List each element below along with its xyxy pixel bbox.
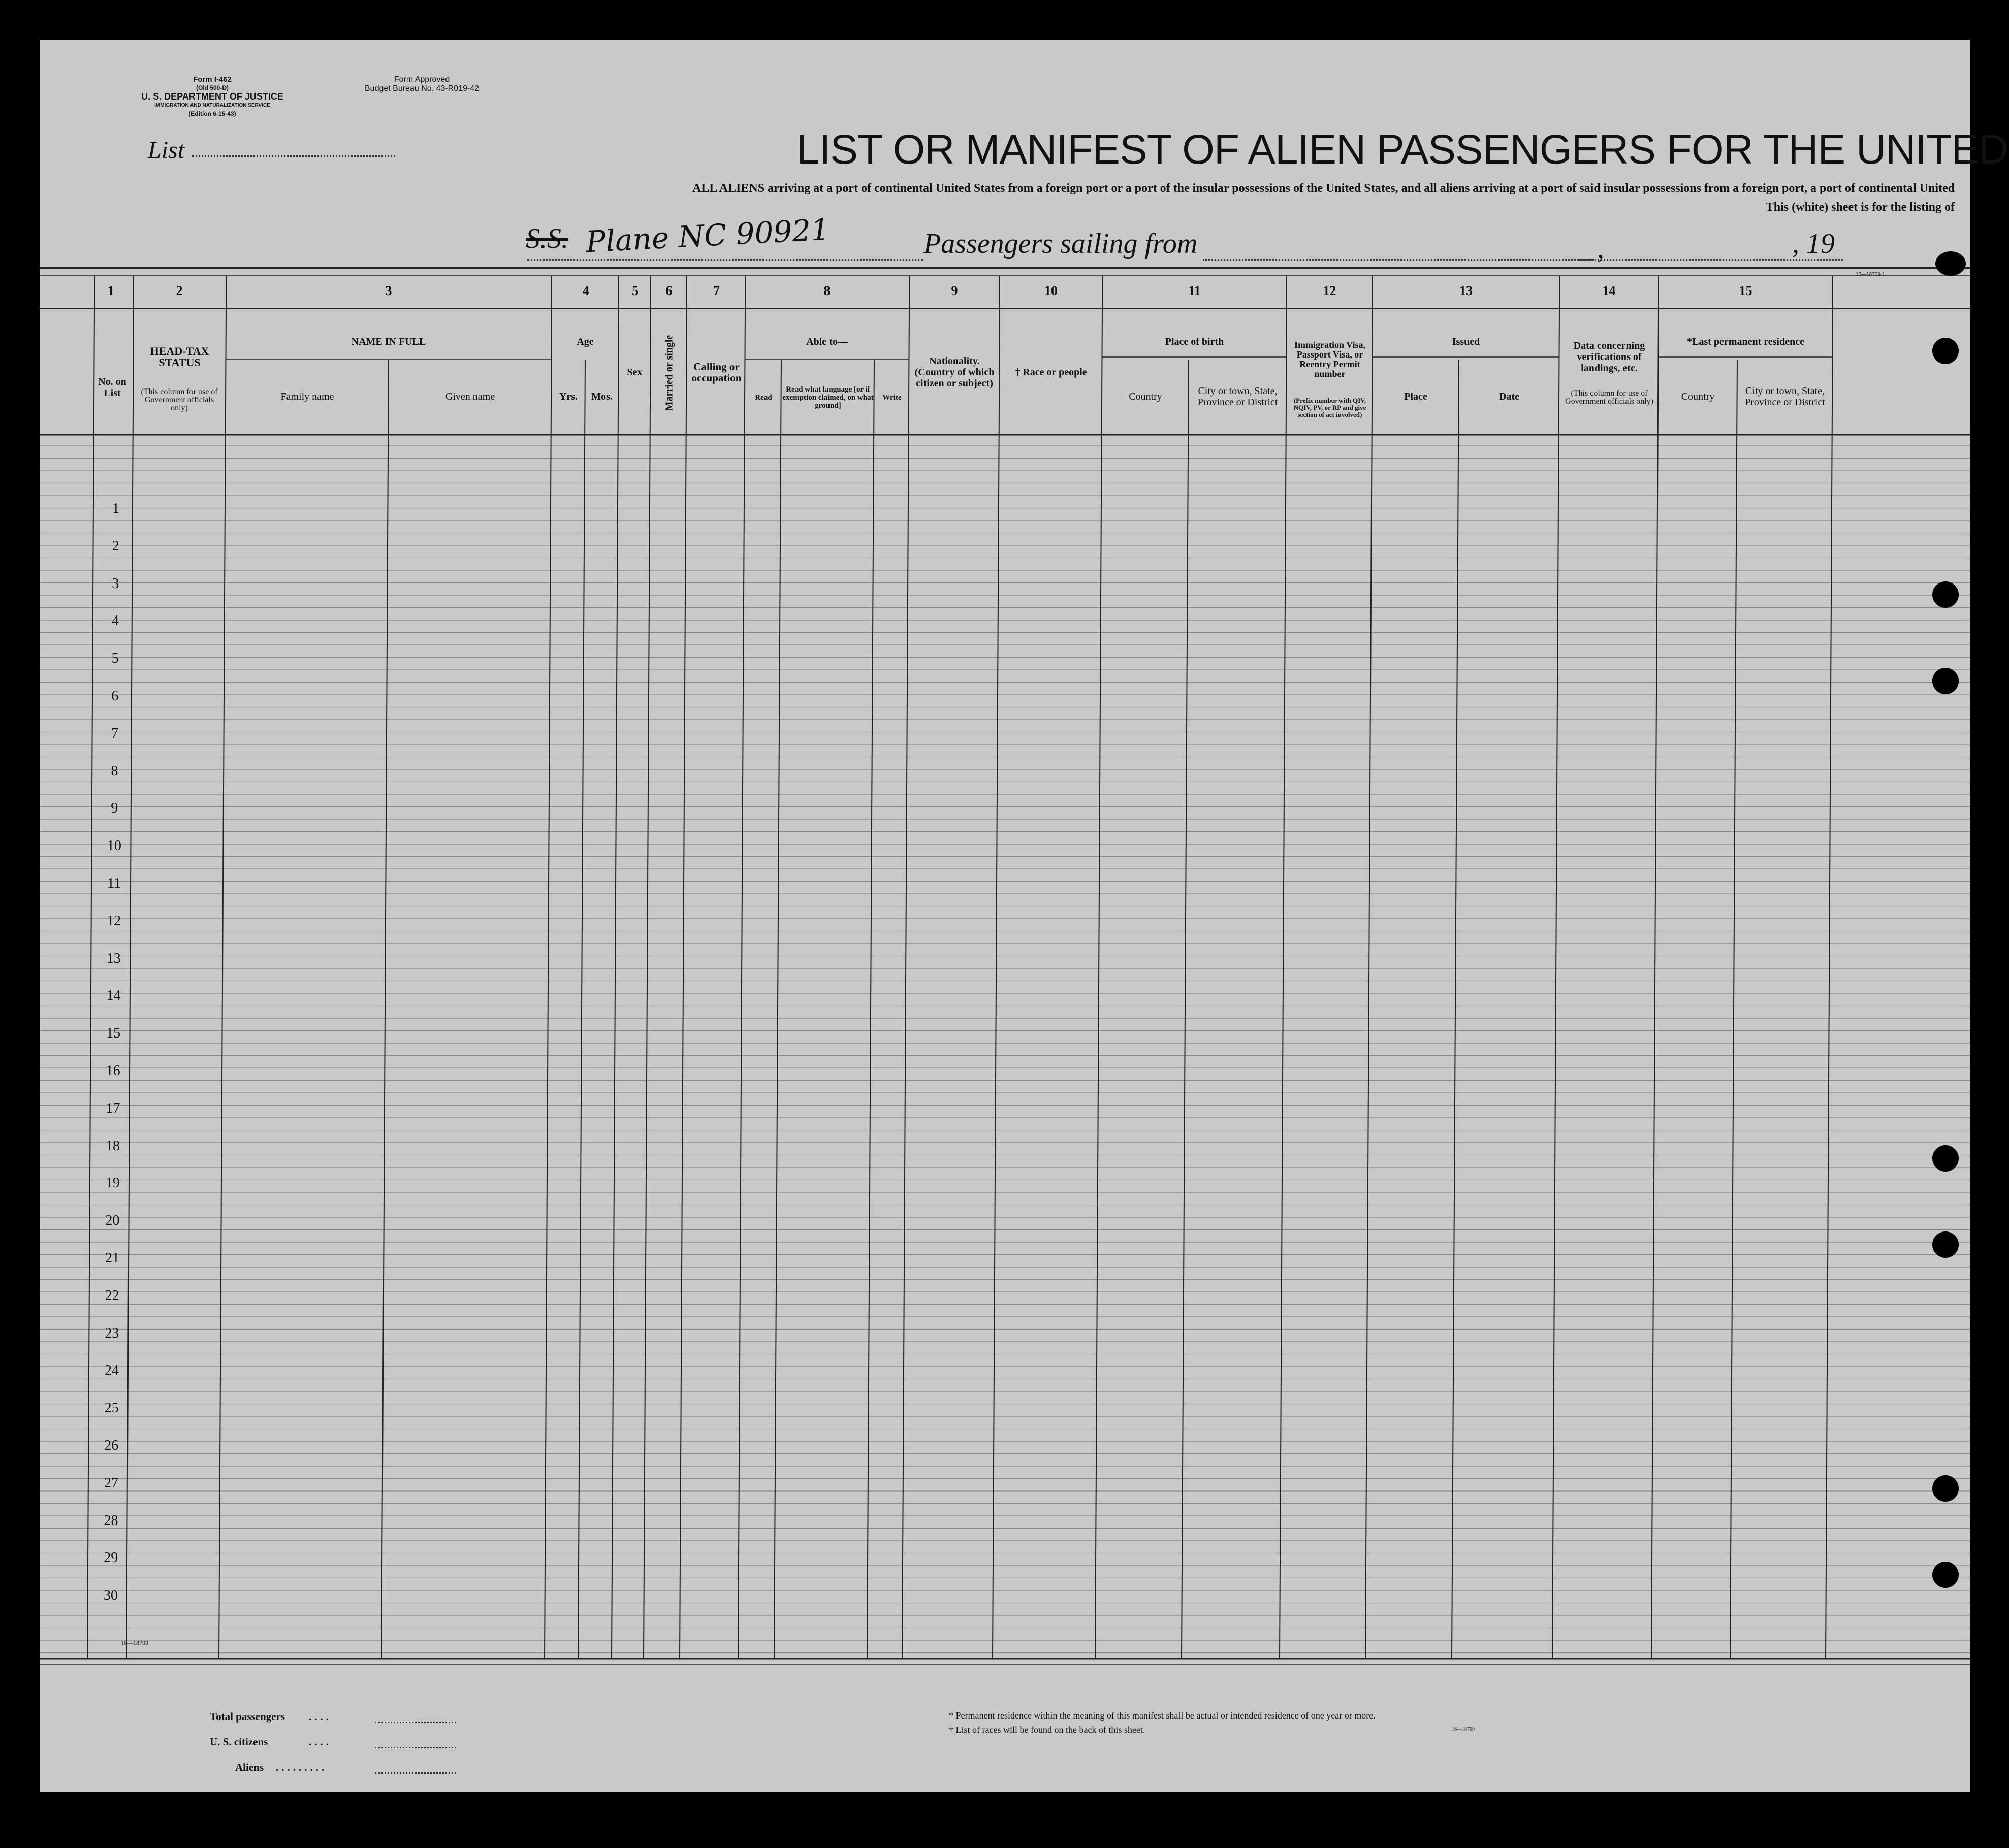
header-given-name: Given name	[445, 391, 495, 402]
column-rule	[87, 309, 94, 1659]
row-number: 3	[112, 575, 119, 592]
row-number: 30	[103, 1587, 118, 1604]
row-number: 25	[104, 1400, 119, 1416]
year-label: , 19	[1792, 228, 1835, 260]
header-issued-place: Place	[1404, 391, 1427, 402]
header-age: Age	[577, 336, 594, 347]
header-age-yrs: Yrs.	[559, 391, 578, 402]
header-age-mos: Mos.	[591, 391, 613, 402]
header-place-of-birth: Place of birth	[1165, 336, 1224, 347]
header-read-language: Read what language [or if exemption claimed, on what ground]	[782, 385, 874, 410]
colnum-1: 1	[107, 283, 114, 298]
row-number: 1	[112, 501, 119, 516]
row-number: 20	[105, 1213, 120, 1229]
row-number: 10	[107, 838, 121, 854]
colnum-5: 5	[632, 283, 639, 298]
punch-hole	[1932, 1475, 1959, 1502]
punch-hole	[1932, 1562, 1959, 1588]
subtitle-line-2: This (white) sheet is for the listing of	[1765, 201, 1955, 214]
row-number: 28	[104, 1512, 118, 1529]
header-calling-occupation: Calling or occupation	[691, 361, 742, 384]
form-old-number: (Old 500-D)	[196, 84, 229, 91]
row-number: 8	[111, 763, 118, 779]
header-nationality: Nationality. (Country of which citizen or subject)	[914, 355, 995, 389]
column-rule	[1365, 309, 1373, 1659]
row-number: 6	[111, 688, 119, 704]
column-rule	[545, 309, 552, 1659]
punch-hole	[1932, 668, 1959, 694]
row-number: 21	[105, 1250, 119, 1266]
aliens-label: Aliens	[235, 1761, 264, 1773]
header-residence-city: City or town, State, Province or District	[1745, 385, 1825, 408]
punch-hole	[1935, 251, 1966, 276]
page-title: LIST OR MANIFEST OF ALIEN PASSENGERS FOR THE UNITED	[796, 126, 2008, 173]
aliens-field[interactable]	[375, 1772, 456, 1774]
column-rule	[993, 309, 1000, 1659]
header-head-tax-status: HEAD-TAX STATUS	[150, 345, 209, 369]
form-approved-label: Form Approved	[394, 75, 450, 84]
budget-bureau-number: Budget Bureau No. 43-R019-42	[365, 84, 480, 93]
row-number: 14	[106, 988, 121, 1004]
header-head-tax-note: (This column for use of Government officials only)	[141, 387, 218, 412]
department-name: U. S. DEPARTMENT OF JUSTICE	[141, 91, 283, 102]
race-list-note: † List of races will be found on the back of this sheet.	[949, 1725, 1145, 1735]
colnum-12: 12	[1323, 283, 1336, 298]
row-number: 23	[105, 1325, 119, 1341]
colnum-4: 4	[583, 283, 589, 298]
punch-hole	[1932, 581, 1959, 608]
header-able-to: Able to—	[806, 336, 848, 347]
footer-form-code: 16—18709	[1452, 1727, 1475, 1732]
column-rule	[381, 360, 389, 1659]
column-rule	[1730, 360, 1737, 1659]
colnum-3: 3	[385, 283, 392, 298]
row-number: 17	[106, 1100, 120, 1116]
comma-separator: ,	[1597, 233, 1604, 265]
column-rule	[738, 309, 745, 1659]
row-number: 29	[104, 1550, 118, 1566]
header-visa-number: Immigration Visa, Passport Visa, or Reentry Permit number	[1294, 340, 1365, 379]
column-rule	[774, 360, 781, 1659]
row-number: 27	[104, 1475, 118, 1491]
header-sex: Sex	[627, 367, 643, 378]
row-number: 24	[104, 1363, 119, 1379]
column-rule	[1095, 309, 1102, 1659]
header-birth-city: City or town, State, Province or District	[1197, 385, 1278, 408]
column-rule	[867, 360, 874, 1659]
form-number: Form I-462	[193, 75, 232, 84]
header-visa-note: (Prefix number with QIV, NQIV, PV, or RP and give section of act involved)	[1293, 397, 1366, 418]
header-married-or-single: Married or single	[663, 335, 675, 411]
row-number: 9	[111, 800, 118, 817]
vessel-prefix-struck: S.S.	[526, 223, 568, 254]
row-number: 18	[106, 1138, 120, 1154]
colnum-9: 9	[951, 283, 958, 298]
us-citizens-field[interactable]	[375, 1747, 456, 1748]
punch-hole	[1932, 1145, 1959, 1172]
header-write: Write	[882, 394, 902, 402]
row-number: 15	[106, 1025, 121, 1042]
form-edition: (Edition 6-15-43)	[188, 110, 236, 117]
column-rule	[1182, 360, 1189, 1659]
column-rule	[1826, 309, 1833, 1659]
row-number: 11	[107, 876, 121, 891]
header-race-or-people: † Race or people	[1015, 367, 1087, 378]
header-issued: Issued	[1452, 336, 1480, 347]
aliens-dots: .........	[276, 1761, 328, 1773]
colnum-2: 2	[176, 283, 183, 298]
row-number: 26	[104, 1438, 119, 1453]
total-passengers-label: Total passengers	[210, 1710, 285, 1723]
column-rule	[219, 309, 226, 1659]
row-number: 4	[111, 613, 119, 629]
header-data-verifications: Data concerning verifications of landings, etc.	[1573, 340, 1645, 374]
total-passengers-dots: ....	[309, 1710, 332, 1723]
colnum-11: 11	[1188, 283, 1201, 298]
us-citizens-dots: ....	[309, 1736, 332, 1748]
colnum-10: 10	[1044, 283, 1058, 298]
colnum-8: 8	[823, 283, 831, 298]
row-number: 5	[111, 651, 119, 667]
header-family-name: Family name	[280, 391, 334, 402]
column-rule	[1452, 360, 1459, 1659]
header-read: Read	[755, 394, 772, 402]
column-rule	[1280, 309, 1287, 1659]
vessel-name-handwritten[interactable]: Plane NC 90921	[585, 212, 831, 260]
us-citizens-label: U. S. citizens	[210, 1736, 268, 1748]
row-number: 16	[106, 1063, 120, 1079]
row-number: 22	[105, 1287, 119, 1304]
total-passengers-field[interactable]	[375, 1722, 456, 1723]
permanent-residence-note: * Permanent residence within the meaning of this manifest shall be actual or intended residence of one year or more.	[949, 1710, 1376, 1721]
row-number: 19	[105, 1175, 120, 1191]
colnum-14: 14	[1602, 283, 1616, 298]
manifest-grid	[40, 40, 1970, 1792]
passengers-sailing-label: Passengers sailing from	[923, 228, 1198, 260]
manifest-sheet	[40, 40, 2008, 1792]
header-birth-country: Country	[1129, 391, 1162, 402]
colnum-13: 13	[1459, 283, 1473, 298]
row-number: 2	[112, 538, 119, 554]
header-last-permanent-residence: *Last permanent residence	[1687, 336, 1804, 347]
header-verifications-note: (This column for use of Government officials only)	[1565, 389, 1653, 406]
header-no-on-list: No. on List	[98, 376, 126, 399]
column-rule	[644, 309, 651, 1659]
list-label: List	[148, 137, 185, 164]
header-residence-country: Country	[1681, 391, 1715, 402]
colnum-7: 7	[713, 283, 720, 298]
column-rule	[902, 309, 909, 1659]
column-rule	[680, 309, 687, 1659]
column-rule	[578, 360, 585, 1659]
column-rule	[1651, 309, 1659, 1659]
form-code-top: 16—18709-1	[1856, 272, 1885, 277]
bottom-form-code: 16—18709	[121, 1639, 148, 1646]
row-number: 13	[106, 950, 121, 966]
punch-hole	[1932, 338, 1959, 364]
header-name-in-full: NAME IN FULL	[351, 336, 426, 347]
colnum-6: 6	[665, 283, 673, 298]
colnum-15: 15	[1739, 283, 1752, 298]
column-rule	[1552, 309, 1559, 1659]
row-number: 12	[107, 913, 121, 929]
column-rule	[612, 309, 619, 1659]
service-name: IMMIGRATION AND NATURALIZATION SERVICE	[154, 103, 270, 108]
subtitle-line-1: ALL ALIENS arriving at a port of continental United States from a foreign port or a port of the insular possessions of the United States, and all aliens arriving at a port of said insular possessions from a foreign port, a port of continental United	[692, 182, 1955, 195]
punch-hole	[1932, 1231, 1959, 1258]
row-number: 7	[111, 725, 118, 741]
header-issued-date: Date	[1499, 391, 1519, 402]
